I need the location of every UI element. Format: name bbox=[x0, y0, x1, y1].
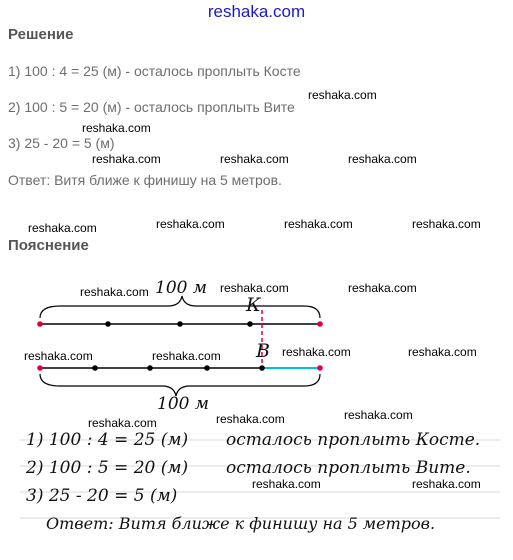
watermark: reshaka.com bbox=[82, 121, 151, 135]
point-v-label: В bbox=[256, 340, 270, 362]
watermark: reshaka.com bbox=[412, 217, 481, 231]
watermark: reshaka.com bbox=[308, 88, 377, 102]
heading-explanation: Пояснение bbox=[8, 237, 89, 254]
watermark: reshaka.com bbox=[152, 349, 221, 363]
top-tick-1 bbox=[105, 321, 111, 327]
solution-line-2: 2) 100 : 5 = 20 (м) - осталось проплыть Вите bbox=[8, 99, 295, 115]
watermark: reshaka.com bbox=[412, 477, 481, 491]
bottom-tick-2 bbox=[147, 365, 153, 371]
watermark: reshaka.com bbox=[156, 217, 225, 231]
watermark: reshaka.com bbox=[408, 345, 477, 359]
watermark: reshaka.com bbox=[348, 281, 417, 295]
watermark: reshaka.com bbox=[88, 416, 157, 430]
heading-solution: Решение bbox=[8, 26, 74, 43]
hw-calc-1: 1) 100 : 4 = 25 (м) bbox=[26, 430, 189, 450]
bottom-endpoint-right bbox=[317, 365, 323, 371]
top-endpoint-right bbox=[317, 321, 323, 327]
hw-calc-2: 2) 100 : 5 = 20 (м) bbox=[26, 458, 189, 478]
watermark: reshaka.com bbox=[216, 412, 285, 426]
watermark: reshaka.com bbox=[282, 345, 351, 359]
hw-text-2: осталось проплыть Вите. bbox=[226, 458, 471, 478]
top-length-label: 100 м bbox=[155, 278, 207, 298]
bottom-tick-4 bbox=[259, 365, 265, 371]
top-brace bbox=[40, 296, 320, 318]
watermark: reshaka.com bbox=[24, 349, 93, 363]
hw-text-1: осталось проплыть Косте. bbox=[226, 430, 481, 450]
watermark: reshaka.com bbox=[80, 285, 149, 299]
watermark: reshaka.com bbox=[348, 152, 417, 166]
solution-line-3: 3) 25 - 20 = 5 (м) bbox=[8, 135, 115, 151]
watermark: reshaka.com bbox=[252, 477, 321, 491]
bottom-endpoint-left bbox=[37, 365, 43, 371]
site-link[interactable]: reshaka.com bbox=[207, 2, 306, 21]
solution-answer: Ответ: Витя ближе к финишу на 5 метров. bbox=[8, 172, 282, 188]
watermark: reshaka.com bbox=[220, 152, 289, 166]
solution-line-1: 1) 100 : 4 = 25 (м) - осталось проплыть Косте bbox=[8, 63, 301, 79]
top-tick-3 bbox=[247, 321, 253, 327]
top-tick-2 bbox=[177, 321, 183, 327]
point-k-label: К bbox=[246, 294, 261, 316]
watermark: reshaka.com bbox=[284, 217, 353, 231]
hw-calc-3: 3) 25 - 20 = 5 (м) bbox=[26, 486, 178, 506]
watermark: reshaka.com bbox=[92, 152, 161, 166]
watermark: reshaka.com bbox=[28, 221, 97, 235]
bottom-brace bbox=[40, 374, 320, 396]
watermark: reshaka.com bbox=[220, 281, 289, 295]
bottom-length-label: 100 м bbox=[157, 394, 209, 414]
hw-answer: Ответ: Витя ближе к финишу на 5 метров. bbox=[46, 514, 436, 533]
bottom-tick-1 bbox=[92, 365, 98, 371]
top-endpoint-left bbox=[37, 321, 43, 327]
watermark: reshaka.com bbox=[344, 408, 413, 422]
bottom-tick-3 bbox=[204, 365, 210, 371]
